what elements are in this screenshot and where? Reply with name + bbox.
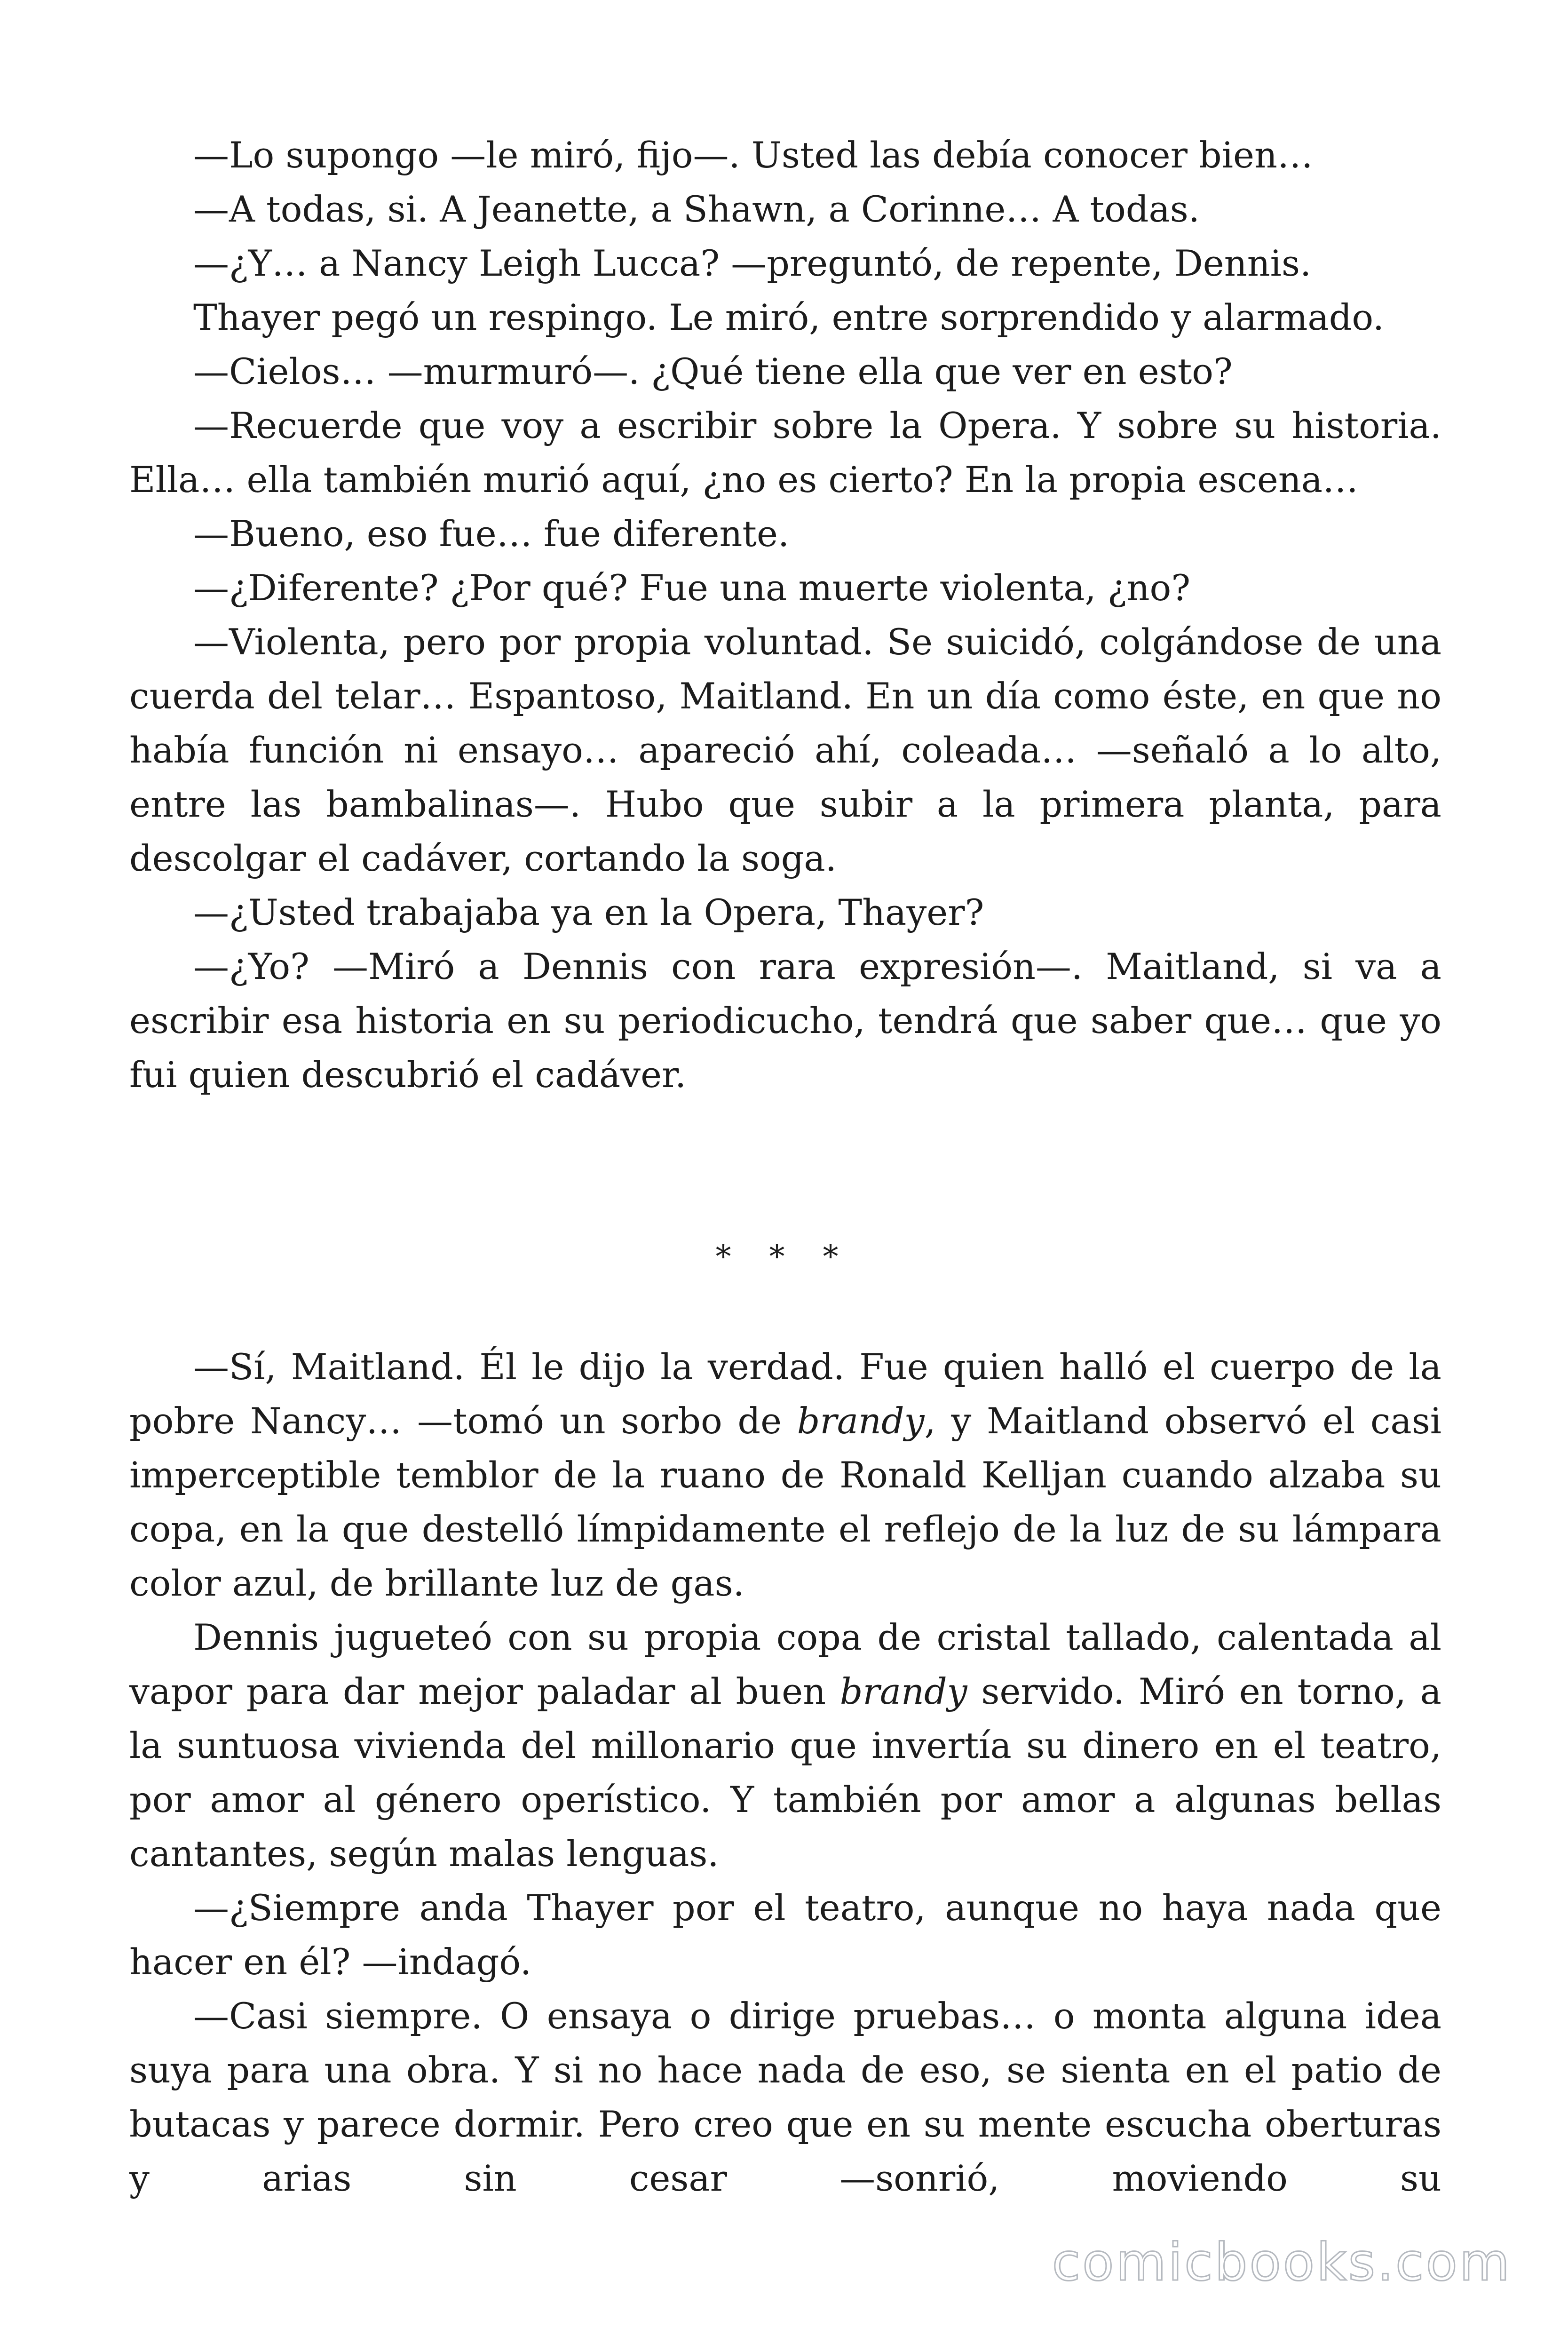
text-run: , y Maitland observó el casi imperceptible temblor de la ruano de Ronald Kelljan cuando alzaba su copa, en la que destelló límpidamente el reflejo de la luz de su lámpara color azul, de brillante luz de gas. — [129, 1400, 1441, 1604]
text-run: —Casi siempre. O ensaya o dirige pruebas… o monta alguna idea suya para una obra. Y si no hace nada de eso, se sienta en el patio de butacas y parece dormir. Pero creo que en su mente escucha oberturas y arias sin cesar —sonrió, moviendo su — [129, 1995, 1441, 2199]
text-run: —Bueno, eso fue… fue diferente. — [193, 513, 790, 555]
text-run: —¿Yo? —Miró a Dennis con rara expresión—. Maitland, si va a escribir esa historia en su periodicucho, tendrá que saber que… que yo fui quien descubrió el cadáver. — [129, 946, 1441, 1096]
text-run: —A todas, si. A Jeanette, a Shawn, a Corinne… A todas. — [193, 188, 1200, 230]
text-run: —Sí, Maitland. Él le dijo la verdad. Fue quien halló el cuerpo de la pobre Nancy… —tomó un sorbo de — [129, 1346, 1441, 1442]
paragraph — [129, 290, 1441, 344]
paragraph — [129, 1881, 1441, 1989]
paragraph — [129, 939, 1441, 1102]
paragraph — [129, 561, 1441, 615]
text-run: —¿Y… a Nancy Leigh Lucca? —preguntó, de repente, Dennis. — [193, 242, 1312, 284]
text-section-1 — [129, 128, 1441, 1102]
watermark: comicbooks.com — [1052, 2232, 1512, 2292]
paragraph — [129, 1610, 1441, 1881]
paragraph — [129, 128, 1441, 182]
paragraph — [129, 1340, 1441, 1610]
text-run: servido. Miró en torno, a la suntuosa vivienda del millonario que invertía su dinero en el teatro, por amor al género operístico. Y también por amor a algunas bellas cantantes, según malas lenguas. — [129, 1670, 1441, 1875]
text-run: —Cielos… —murmuró—. ¿Qué tiene ella que ver en esto? — [193, 350, 1233, 392]
paragraph — [129, 507, 1441, 561]
text-run: —Lo supongo —le miró, fijo—. Usted las debía conocer bien… — [193, 134, 1313, 176]
text-run: —¿Usted trabajaba ya en la Opera, Thayer? — [193, 891, 984, 933]
paragraph — [129, 615, 1441, 885]
text-run: —Recuerde que voy a escribir sobre la Opera. Y sobre su historia. Ella… ella también murió aquí, ¿no es cierto? En la propia escena… — [129, 405, 1441, 501]
section-separator: * * * — [715, 1239, 853, 1275]
text-run: Thayer pegó un respingo. Le miró, entre sorprendido y alarmado. — [193, 296, 1384, 338]
paragraph — [129, 398, 1441, 507]
paragraph — [129, 236, 1441, 290]
text-run: —¿Diferente? ¿Por qué? Fue una muerte violenta, ¿no? — [193, 567, 1191, 609]
text-section-2 — [129, 1340, 1441, 2205]
text-run: —Violenta, pero por propia voluntad. Se suicidó, colgándose de una cuerda del telar… Espantoso, Maitland. En un día como éste, en que no había función ni ensayo… apareció ahí, coleada… —señaló a lo alto, entre las bambalinas—. Hubo que subir a la primera planta, para descolgar el cadáver, cortando la soga. — [129, 621, 1441, 879]
paragraph — [129, 1989, 1441, 2205]
paragraph — [129, 182, 1441, 236]
paragraph — [129, 885, 1441, 939]
italic-text: brandy — [797, 1400, 925, 1442]
italic-text: brandy — [839, 1670, 967, 1712]
text-run: Dennis jugueteó con su propia copa de cristal tallado, calentada al vapor para dar mejor paladar al buen — [129, 1616, 1441, 1712]
text-run: —¿Siempre anda Thayer por el teatro, aunque no haya nada que hacer en él? —indagó. — [129, 1887, 1441, 1983]
paragraph — [129, 344, 1441, 398]
